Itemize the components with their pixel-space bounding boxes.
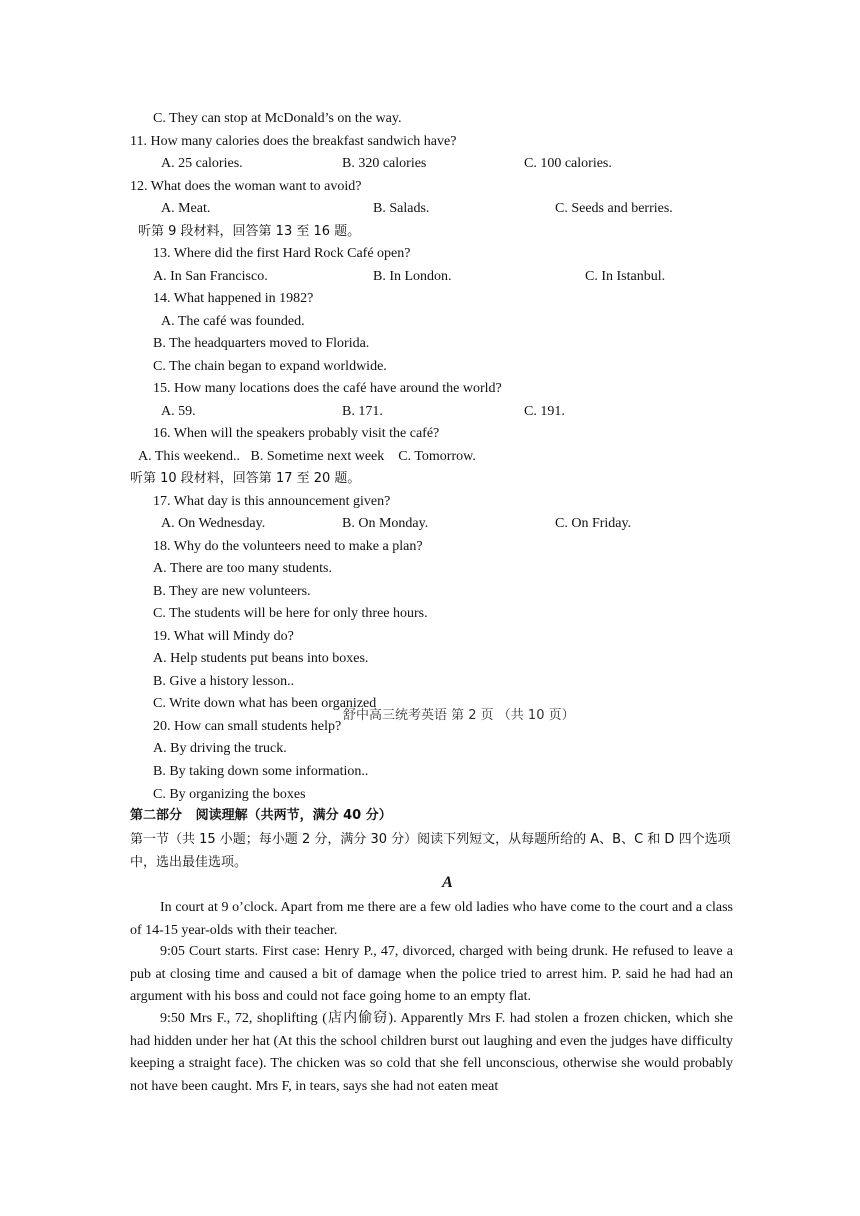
option-19b: B. Give a history lesson.. [153,674,295,689]
option-19c: C. Write down what has been organized [153,696,377,711]
option-17a: A. On Wednesday. [161,516,266,531]
option-14a: A. The café was founded. [161,314,305,329]
option-17c: C. On Friday. [555,516,632,531]
option-20b: B. By taking down some information.. [153,764,369,779]
option-11b: B. 320 calories [342,156,427,171]
question-15: 15. How many locations does the café have around the world? [153,381,502,396]
option-11c: C. 100 calories. [524,156,612,171]
page-footer: 舒中高三统考英语 第 2 页 （共 10 页） [343,708,575,723]
question-17: 17. What day is this announcement given? [153,494,391,509]
question-19: 19. What will Mindy do? [153,629,294,644]
passage-paragraph-2: 9:05 Court starts. First case: Henry P., 47, divorced, charged with being drunk. He refused to leave a pub at closing time and caused a bit of damage when the police tried to arrest him. P. said he had had an argument with his boss and could not face going home to an empty flat. [130,944,733,1004]
section-9-instruction: 听第 9 段材料，回答第 13 至 16 题。 [138,224,361,239]
option-20a: A. By driving the truck. [153,741,287,756]
question-16: 16. When will the speakers probably visit the café? [153,426,440,441]
option-18c: C. The students will be here for only three hours. [153,606,428,621]
option-12c: C. Seeds and berries. [555,201,673,216]
option-14c: C. The chain began to expand worldwide. [153,359,387,374]
option-13b: B. In London. [373,269,452,284]
part2-intro: 第一节（共 15 小题；每小题 2 分，满分 30 分）阅读下列短文，从每题所给的 A、B、C 和 D 四个选项中，选出最佳选项。 [130,832,731,870]
question-20: 20. How can small students help? [153,719,342,734]
question-11: 11. How many calories does the breakfast sandwich have? [130,134,457,149]
option-18b: B. They are new volunteers. [153,584,311,599]
option-10c: C. They can stop at McDonald’s on the way. [153,111,402,126]
passage-paragraph-3: 9:50 Mrs F., 72, shoplifting (店内偷窃). Apparently Mrs F. had stolen a frozen chicken, which she had hidden under her hat (At this the school children burst out laughing and even the judges have difficulty keeping a straight face). The chicken was so cold that she fell unconscious, otherwise she would probably not have been caught. Mrs F, in tears, says she had not eaten meat [130,1011,733,1094]
option-13a: A. In San Francisco. [153,269,268,284]
passage-paragraph-1: In court at 9 o’clock. Apart from me there are a few old ladies who have come to the court and a class of 14-15 year-olds with their teacher. [130,900,733,938]
option-11a: A. 25 calories. [161,156,243,171]
section-10-instruction: 听第 10 段材料，回答第 17 至 20 题。 [130,471,361,486]
options-16: A. This weekend.. B. Sometime next week C. Tomorrow. [138,449,476,464]
option-15a: A. 59. [161,404,196,419]
part2-title: 第二部分 阅读理解（共两节，满分 40 分） [130,808,392,823]
option-14b: B. The headquarters moved to Florida. [153,336,370,351]
option-13c: C. In Istanbul. [585,269,666,284]
question-13: 13. Where did the first Hard Rock Café open? [153,246,411,261]
option-12b: B. Salads. [373,201,430,216]
option-17b: B. On Monday. [342,516,429,531]
option-19a: A. Help students put beans into boxes. [153,651,369,666]
question-12: 12. What does the woman want to avoid? [130,179,362,194]
option-18a: A. There are too many students. [153,561,332,576]
question-14: 14. What happened in 1982? [153,291,314,306]
option-12a: A. Meat. [161,201,211,216]
option-15b: B. 171. [342,404,383,419]
option-20c: C. By organizing the boxes [153,787,306,802]
question-18: 18. Why do the volunteers need to make a plan? [153,539,423,554]
option-15c: C. 191. [524,404,565,419]
passage-label: A [442,874,453,891]
